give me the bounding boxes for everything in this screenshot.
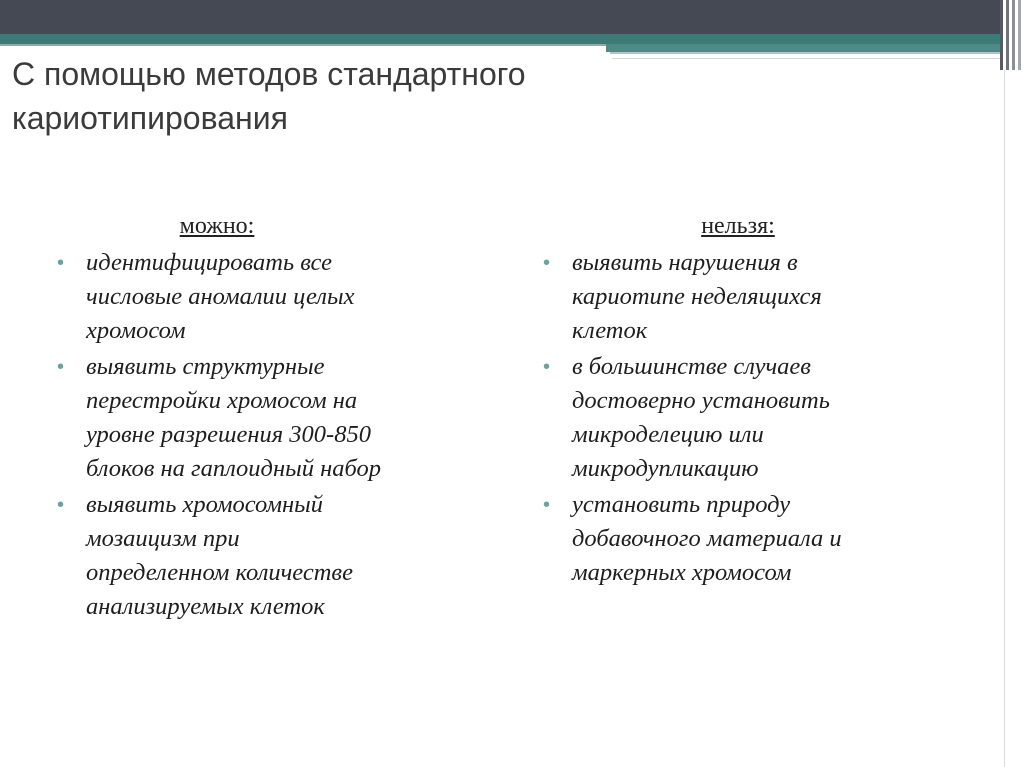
column-heading-cannot: нельзя: — [701, 213, 775, 239]
list-item: • выявить нарушения в кариотипе неделящихся клеток — [540, 246, 970, 348]
list-item: • выявить структурные перестройки хромосом на уровне разрешения 300-850 блоков на гаплоидный набор — [54, 350, 494, 486]
bullet-icon: • — [543, 252, 551, 274]
bullet-icon: • — [57, 494, 65, 516]
header-accent-line-lower — [606, 44, 1000, 52]
slide-edge — [1000, 0, 1024, 767]
slide-title: С помощью методов стандартного кариотипирования — [12, 56, 526, 136]
list-item: • выявить хромосомный мозаицизм при определенном количестве анализируемых клеток — [54, 488, 494, 624]
bullet-icon: • — [543, 356, 551, 378]
bullet-icon: • — [57, 356, 65, 378]
column-cannot — [540, 210, 970, 592]
column-heading-can: можно: — [179, 213, 255, 239]
list-item: • установить природу добавочного материала и маркерных хромосом — [540, 488, 970, 590]
header-divider — [0, 44, 606, 46]
bullet-icon: • — [543, 494, 551, 516]
list-item: • в большинстве случаев достоверно установить микроделецию или микродупликацию — [540, 350, 970, 486]
header-accent-line — [0, 34, 1000, 44]
list-cannot — [540, 246, 970, 590]
header-band — [0, 0, 1024, 34]
list-item: • идентифицировать все числовые аномалии целых хромосом — [54, 246, 494, 348]
column-can — [54, 210, 494, 626]
bullet-icon: • — [57, 252, 65, 274]
list-can — [54, 246, 494, 624]
